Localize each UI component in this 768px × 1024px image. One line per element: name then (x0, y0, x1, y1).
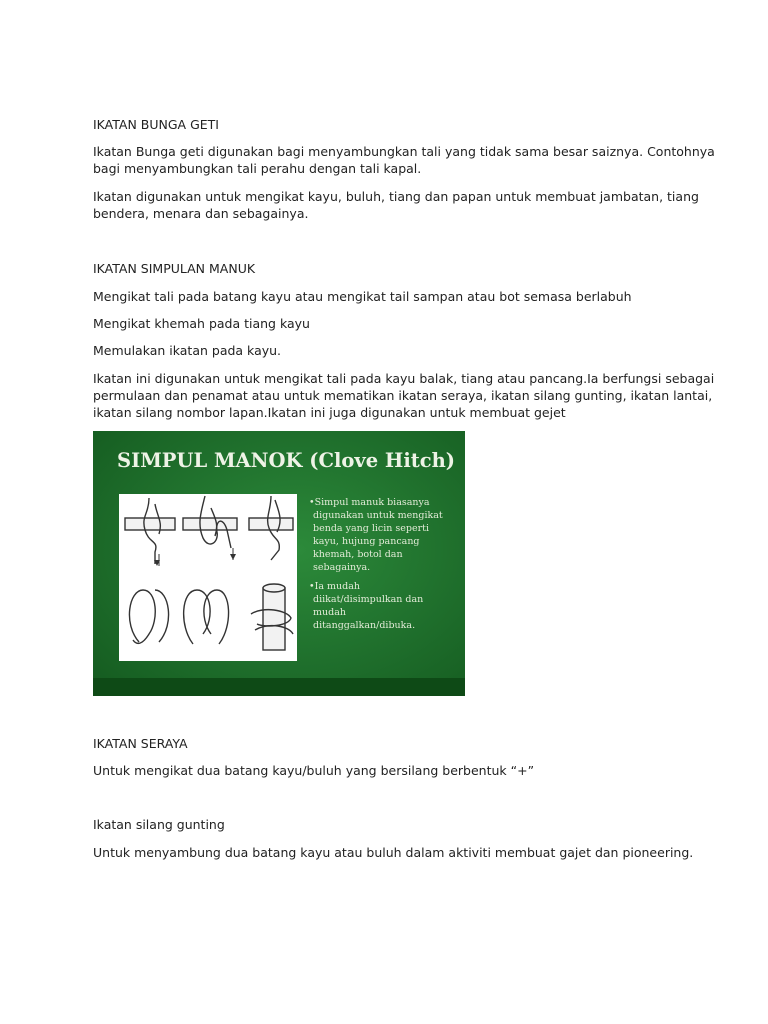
slide-bullet-1-line: khemah, botol dan (313, 549, 403, 560)
slide-bullet-1-line: digunakan untuk mengikat (313, 510, 443, 521)
slide-description (309, 496, 455, 638)
slide-bullet-2-line: •Ia mudah (309, 581, 361, 592)
heading-ikatan-bunga-geti: IKATAN BUNGA GETI (93, 117, 219, 132)
clove-hitch-slide-image (93, 431, 465, 696)
heading-ikatan-silang-gunting: Ikatan silang gunting (93, 817, 225, 832)
bunga-geti-para1-line1: Ikatan Bunga geti digunakan bagi menyambungkan tali yang tidak sama besar saiznya. Contohnya (93, 144, 715, 159)
slide-bullet-2-line: mudah (313, 607, 346, 618)
heading-ikatan-simpulan-manuk: IKATAN SIMPULAN MANUK (93, 261, 256, 276)
slide-bullet-1-line: benda yang licin seperti (313, 523, 430, 534)
heading-ikatan-seraya: IKATAN SERAYA (93, 736, 188, 751)
bunga-geti-para2-line1: Ikatan digunakan untuk mengikat kayu, buluh, tiang dan papan untuk membuat jambatan, tiang (93, 189, 699, 204)
slide-bullet-2 (309, 580, 455, 632)
slide-bullet-1 (309, 496, 455, 574)
slide-bottom-band (93, 678, 465, 696)
knot-illustrations (119, 494, 297, 661)
simpulan-manuk-para-line3: ikatan silang nombor lapan.Ikatan ini juga digunakan untuk membuat gejet (93, 405, 566, 420)
bunga-geti-para2-line2: bendera, menara dan sebagainya. (93, 206, 309, 221)
simpulan-manuk-para-line1: Ikatan ini digunakan untuk mengikat tali pada kayu balak, tiang atau pancang.Ia berfungsi sebagai (93, 371, 715, 386)
slide-bullet-1-line: kayu, hujung pancang (313, 536, 420, 547)
slide-bullet-1-line: •Simpul manuk biasanya (309, 497, 430, 508)
simpulan-manuk-item3: Memulakan ikatan pada kayu. (93, 343, 282, 358)
simpulan-manuk-item2: Mengikat khemah pada tiang kayu (93, 316, 310, 331)
simpulan-manuk-para-line2: permulaan dan penamat atau untuk mematikan ikatan seraya, ikatan silang gunting, ikatan lantai, (93, 388, 713, 403)
simpulan-manuk-item1: Mengikat tali pada batang kayu atau mengikat tail sampan atau bot semasa berlabuh (93, 289, 632, 304)
silang-gunting-para: Untuk menyambung dua batang kayu atau buluh dalam aktiviti membuat gajet dan pioneering. (93, 845, 694, 860)
slide-bullet-2-line: ditanggalkan/dibuka. (313, 620, 416, 631)
seraya-para: Untuk mengikat dua batang kayu/buluh yang bersilang berbentuk “+” (93, 763, 535, 778)
clove-hitch-diagram (119, 494, 297, 661)
slide-title: SIMPUL MANOK (Clove Hitch) (117, 449, 456, 472)
slide-bullet-2-line: diikat/disimpulkan dan (313, 594, 424, 605)
bunga-geti-para1-line2: bagi menyambungkan tali perahu dengan tali kapal. (93, 161, 422, 176)
slide-bullet-1-line: sebagainya. (313, 562, 371, 573)
